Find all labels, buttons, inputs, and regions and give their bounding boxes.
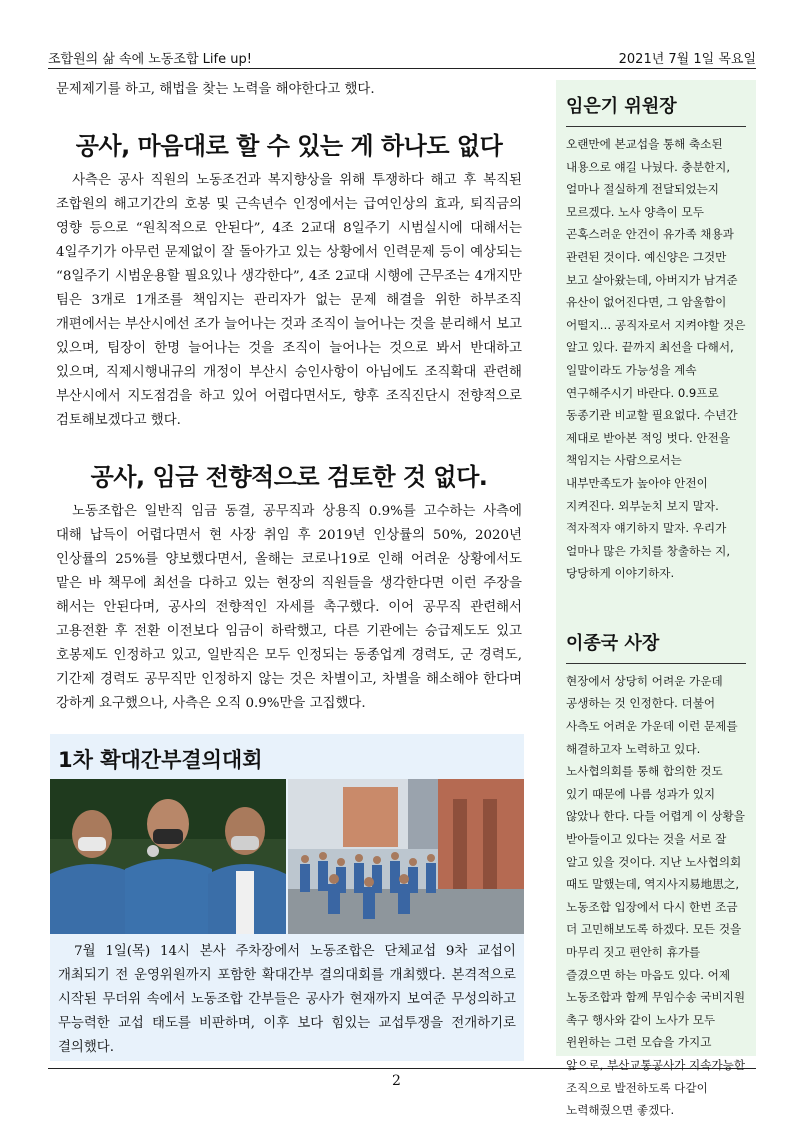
photo-crowd	[288, 779, 524, 934]
sidebar-section-chairman	[556, 80, 756, 585]
section1-heading: 공사, 마음대로 할 수 있는 게 하나도 없다	[75, 132, 503, 160]
page-number: 2	[392, 1073, 401, 1089]
sidebar-president-name: 이종국 사장	[566, 632, 660, 654]
section1-body: 사측은 공사 직원의 노동조건과 복지향상을 위해 투쟁하다 해고 후 복직된 조합원의 해고기간의 호봉 및 근속년수 인정에서는 급여인상의 효과, 퇴직금의 영향 등으로 “원칙적으로 안된다”, 4조 2교대 8일주기 시범실시에 대해서는 4일주기가 아무런 문제없이 잘 돌아가고 있는 상황에서 인력문제 등이 예상되는 “8일주기 시범운용할 필요있나 생각한다”, 4조 2교대 시행에 근무조는 4개지만 팀은 3개로 1개조를 책임지는 관리자가 없는 문제 해결을 위한 하부조직 개편에서는 부산시에선 조가 늘어나는 것과 조직이 늘어나는 것을 분리해서 보고 있으며, 팀장이 한명 늘어나는 것을 조직이 늘어나는 것으로 봐서 반대하고 있으며, 직제시행내규의 개정이 부산시 승인사항이 아님에도 조직확대 관련해 부산시에서 지도점검을 하고 있어 어렵다면서도, 향후 조직진단시 전향적으로 검토해보겠다고 했다.	[56, 173, 522, 428]
section2-body: 노동조합은 일반직 임금 동결, 공무직과 상용직 0.9%를 고수하는 사측에 대해 납득이 어렵다면서 현 사장 취임 후 2019년 인상률의 50%, 2020년 인상률의 25%를 양보했다면서, 올해는 코로나19로 인해 어려운 상황에서도 맡은 바 책무에 최선을 다하고 있는 현장의 직원들을 생각한다면 이런 주장을 해서는 안된다며, 공사의 전향적인 자세를 촉구했다. 이어 공무직 관련해서 고용전환 후 전환 이전보다 임금이 하락했고, 다른 기관에는 승급제도도 있고 호봉제도 인정하고 있고, 일반직은 모두 인정되는 동종업계 경력도, 군 경력도, 기간제 경력도 공무직만 인정하지 않는 것은 차별이고, 차별을 해소해야 한다며 강하게 요구했으나, 사측은 오직 0.9%만을 고집했다.	[56, 504, 522, 711]
divider	[566, 663, 746, 664]
rally-title: 1차 확대간부결의대회	[58, 748, 263, 772]
rally-photos	[50, 779, 524, 934]
header-slogan: 조합원의 삶 속에 노동조합 Life up!	[48, 52, 252, 67]
rally-box	[50, 734, 524, 1061]
sidebar-chairman-name: 임은기 위원장	[566, 96, 677, 117]
main-column	[56, 78, 522, 716]
sidebar-president-text: 현장에서 상당히 어려운 가운데 공생하는 것 인정한다. 더불어 사측도 어려운 가운데 이런 문제를 해결하고자 노력하고 있다. 노사협의회를 통해 합의한 것도 있기 때문에 나름 성과가 있지 않았나 한다. 다들 어렵게 이 상황을 받아들이고 있다는 것을 서로 잘 알고 있을 것이다. 지난 노사협의회 때도 말했는데, 역지사지易地思之, 노동조합 입장에서 다시 한번 조금 더 고민해보도록 하겠다. 모든 것을 마무리 짓고 편안히 휴가를 즐겼으면 하는 마음도 있다. 어제 노동조합과 함께 무임수송 국비지원 촉구 행사와 같이 노사가 모두 윈윈하는 그런 모습을 가지고 앞으로, 부산교통공사가 지속가능한 조직으로 발전하도록 다같이 노력해줬으면 좋겠다.	[566, 673, 746, 1118]
sidebar-section-president	[556, 617, 756, 1122]
photo-speakers	[50, 779, 286, 934]
rally-caption: 7월 1일(목) 14시 본사 주차장에서 노동조합은 단체교섭 9차 교섭이 개최되기 전 운영위원까지 포함한 확대간부 결의대회를 개최했다. 본격적으로 시작된 무더위 속에서 노동조합 간부들은 공사가 현재까지 보여준 무성의하고 무능력한 교섭 태도를 비판하며, 이후 보다 힘있는 교섭투쟁을 전개하기로 결의했다.	[58, 944, 516, 1055]
running-header	[48, 46, 756, 69]
sidebar-chairman-text: 오랜만에 본교섭을 통해 축소된 내용으로 얘길 나눴다. 충분한지, 얼마나 절실하게 전달되었는지 모르겠다. 노사 양측이 모두 곤혹스러운 안건이 유가족 채용과 관련된 것이다. 예신양은 그것만 보고 살아왔는데, 아버지가 남겨준 유산이 없어진다면, 그 암울함이 어떨지… 공직자로서 지켜야할 것은 알고 있다. 끝까지 최선을 다해서, 일말이라도 가능성을 계속 연구해주시기 바란다. 0.9프로 동종기관 비교할 필요없다. 수년간 제대로 받아본 적잉 벗다. 안전을 책임지는 사람으로서는 내부만족도가 높아야 안전이 지켜진다. 외부눈치 보지 말자. 적자적자 얘기하지 말자. 우리가 얼마나 많은 가치를 창출하는 지, 당당하게 이야기하자.	[566, 137, 746, 581]
section2-heading: 공사, 임금 전향적으로 검토한 것 없다.	[90, 463, 488, 491]
intro-paragraph: 문제제기를 하고, 해법을 찾는 노력을 해야한다고 했다.	[56, 82, 375, 97]
sidebar-statements	[556, 80, 756, 1118]
header-date: 2021년 7월 1일 목요일	[618, 52, 756, 67]
footer-rule	[48, 1068, 756, 1069]
divider	[566, 126, 746, 127]
